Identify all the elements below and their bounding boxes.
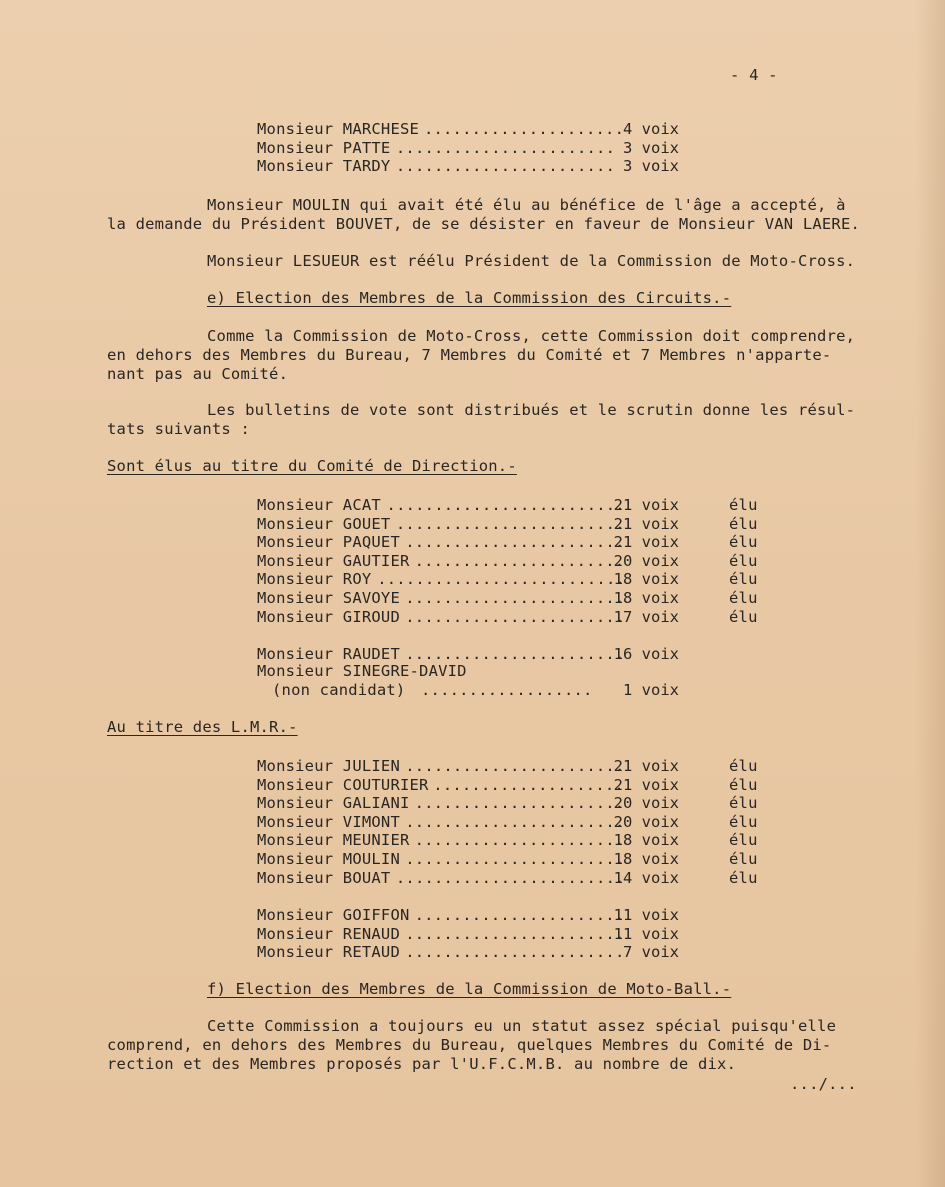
lmr-row-dots: ....................	[433, 775, 624, 794]
paragraph-4-line-2: tats suivants :	[107, 420, 250, 438]
lmr-other-row-name: Monsieur GOIFFON	[257, 906, 410, 924]
vote-row-name: Monsieur TARDY	[257, 157, 391, 175]
comite-row-status: élu	[729, 496, 758, 514]
paragraph-5-line-1: Cette Commission a toujours eu un statut assez spécial puisqu'elle	[207, 1017, 837, 1035]
lmr-row-votes: 18 voix	[613, 850, 679, 868]
section-f-heading: f) Election des Membres de la Commission de Moto-Ball.-	[207, 980, 732, 998]
sinegre-name: Monsieur SINEGRE-DAVID	[257, 662, 467, 680]
lmr-other-row-dots: .......................	[405, 943, 625, 962]
lmr-row-status: élu	[729, 757, 758, 775]
lmr-row-votes: 18 voix	[613, 831, 679, 850]
comite-row-dots: .........................	[386, 496, 625, 514]
comite-row-votes: 18 voix	[613, 589, 679, 607]
lmr-row-name: Monsieur MEUNIER	[257, 831, 410, 850]
lmr-row-name: Monsieur BOUAT	[257, 868, 391, 887]
lmr-other-row-name: Monsieur RENAUD	[257, 924, 400, 943]
paragraph-1-line-2: la demande du Président BOUVET, de se désister en faveur de Monsieur VAN LAERE.	[107, 215, 861, 233]
lmr-row-name: Monsieur MOULIN	[257, 850, 400, 868]
comite-row-status: élu	[729, 514, 758, 533]
lmr-row-dots: ......................	[414, 831, 625, 850]
comite-row-name: Monsieur GAUTIER	[257, 551, 410, 570]
lmr-other-row-votes: 11 voix	[613, 924, 679, 943]
lmr-other-row-name: Monsieur RETAUD	[257, 943, 400, 962]
paragraph-3-line-1: Comme la Commission de Moto-Cross, cette Commission doit comprendre,	[207, 327, 856, 345]
comite-other-row-votes: 16 voix	[613, 645, 679, 663]
comite-row-status: élu	[729, 607, 758, 626]
lmr-row-status: élu	[729, 850, 758, 868]
lmr-row-status: élu	[729, 868, 758, 887]
comite-row-votes: 18 voix	[613, 570, 679, 589]
comite-other-row-name: Monsieur RAUDET	[257, 645, 400, 663]
heading-lmr: Au titre des L.M.R.-	[107, 718, 298, 736]
comite-row-name: Monsieur PAQUET	[257, 533, 400, 552]
vote-row-name: Monsieur MARCHESE	[257, 120, 420, 138]
lmr-row-name: Monsieur COUTURIER	[257, 775, 429, 794]
comite-row-status: élu	[729, 551, 758, 570]
paragraph-5-line-2: comprend, en dehors des Membres du Bureau, quelques Membres du Comité de Di-	[107, 1036, 832, 1054]
comite-row-votes: 21 voix	[613, 514, 679, 533]
vote-row-dots: .......................	[395, 157, 616, 175]
vote-row-votes: 3 voix	[623, 157, 679, 175]
lmr-other-row-dots: ......................	[414, 906, 625, 924]
page-number: - 4 -	[730, 66, 778, 84]
lmr-row-votes: 21 voix	[613, 757, 679, 775]
comite-row-name: Monsieur SAVOYE	[257, 589, 400, 607]
lmr-row-status: élu	[729, 812, 758, 831]
comite-row-status: élu	[729, 589, 758, 607]
lmr-other-row-votes: 7 voix	[623, 943, 679, 962]
lmr-row-name: Monsieur GALIANI	[257, 794, 410, 813]
comite-row-name: Monsieur GOUET	[257, 514, 391, 533]
comite-row-name: Monsieur GIROUD	[257, 607, 400, 626]
lmr-row-votes: 14 voix	[613, 868, 679, 887]
comite-row-dots: .......................	[405, 589, 625, 607]
comite-other-row-dots: .......................	[405, 645, 625, 663]
vote-row-dots: .......................	[395, 138, 616, 157]
lmr-row-status: élu	[729, 794, 758, 813]
lmr-row-status: élu	[729, 831, 758, 850]
lmr-row-dots: .......................	[405, 812, 625, 831]
comite-row-votes: 21 voix	[613, 533, 679, 552]
comite-row-votes: 20 voix	[613, 551, 679, 570]
lmr-row-votes: 20 voix	[613, 794, 679, 813]
comite-row-dots: ......................	[414, 551, 625, 570]
paragraph-1-line-1: Monsieur MOULIN qui avait été élu au bénéfice de l'âge a accepté, à	[207, 196, 846, 214]
paragraph-2: Monsieur LESUEUR est réélu Président de la Commission de Moto-Cross.	[207, 252, 856, 270]
heading-comite-direction: Sont élus au titre du Comité de Direction.-	[107, 457, 517, 475]
vote-row-votes: 4 voix	[623, 120, 679, 138]
vote-row-name: Monsieur PATTE	[257, 138, 391, 157]
section-e-heading: e) Election des Membres de la Commission des Circuits.-	[207, 289, 732, 307]
lmr-row-votes: 21 voix	[613, 775, 679, 794]
paragraph-4-line-1: Les bulletins de vote sont distribués et le scrutin donne les résul-	[207, 401, 856, 419]
continuation-mark: .../...	[790, 1075, 857, 1093]
comite-row-dots: .......................	[405, 533, 625, 552]
lmr-other-row-dots: .......................	[405, 924, 625, 943]
lmr-row-name: Monsieur JULIEN	[257, 757, 400, 775]
lmr-row-dots: ........................	[395, 868, 625, 887]
paragraph-3-line-3: nant pas au Comité.	[107, 365, 289, 383]
comite-row-name: Monsieur ROY	[257, 570, 372, 589]
sinegre-votes: 1 voix	[623, 681, 679, 699]
paragraph-5-line-3: rection et des Membres proposés par l'U.F.C.M.B. au nombre de dix.	[107, 1055, 737, 1073]
vote-row-votes: 3 voix	[623, 138, 679, 157]
lmr-other-row-votes: 11 voix	[613, 906, 679, 924]
sinegre-dots: ..................	[421, 681, 593, 699]
sinegre-note: (non candidat)	[272, 681, 406, 699]
lmr-row-name: Monsieur VIMONT	[257, 812, 400, 831]
paragraph-3-line-2: en dehors des Membres du Bureau, 7 Membres du Comité et 7 Membres n'apparte-	[107, 346, 832, 364]
comite-row-dots: ........................	[395, 514, 625, 533]
comite-row-votes: 21 voix	[613, 496, 679, 514]
comite-row-dots: .......................	[405, 607, 625, 626]
lmr-row-dots: .......................	[405, 757, 625, 775]
comite-row-name: Monsieur ACAT	[257, 496, 381, 514]
lmr-row-dots: ......................	[414, 794, 625, 813]
comite-row-votes: 17 voix	[613, 607, 679, 626]
vote-row-dots: .....................	[423, 120, 625, 138]
lmr-row-status: élu	[729, 775, 758, 794]
comite-row-status: élu	[729, 533, 758, 552]
lmr-row-dots: .......................	[405, 850, 625, 868]
comite-row-status: élu	[729, 570, 758, 589]
lmr-row-votes: 20 voix	[613, 812, 679, 831]
comite-row-dots: ..........................	[377, 570, 626, 589]
